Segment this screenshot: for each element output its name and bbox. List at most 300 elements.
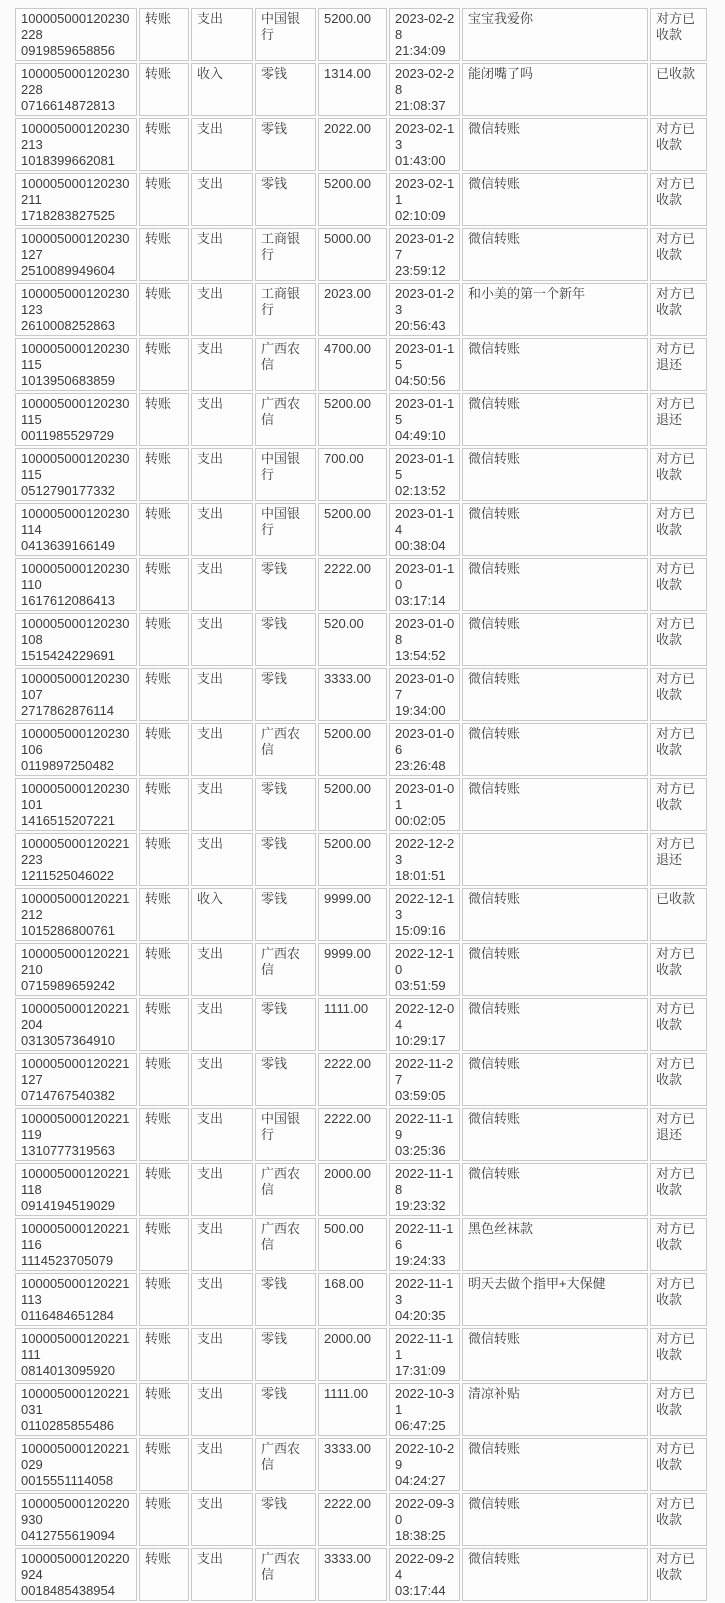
transaction-id-cell (15, 173, 137, 226)
date-line: 2022-12-13 (395, 891, 455, 922)
status-cell: 对方已收款 (650, 668, 707, 721)
transaction-type-cell: 转账 (139, 1328, 189, 1381)
note-cell: 微信转账 (462, 393, 648, 446)
note-cell: 微信转账 (462, 723, 648, 776)
datetime-cell (389, 1383, 460, 1436)
transaction-id-cell (15, 393, 137, 446)
datetime-cell (389, 173, 460, 226)
status-cell: 对方已收款 (650, 283, 707, 336)
amount-cell: 2222.00 (318, 1108, 387, 1161)
status-cell: 已收款 (650, 888, 707, 941)
transaction-id-line1: 100005000120221116 (21, 1221, 130, 1252)
transaction-id-line2: 1018399662081 (21, 153, 115, 168)
time-line: 23:26:48 (395, 758, 446, 773)
status-cell: 对方已收款 (650, 448, 707, 501)
transaction-id-line2: 0116484651284 (21, 1308, 115, 1323)
transaction-type-cell: 转账 (139, 173, 189, 226)
datetime-cell (389, 448, 460, 501)
amount-cell: 4700.00 (318, 338, 387, 391)
note-cell: 微信转账 (462, 1493, 648, 1546)
transaction-row (15, 943, 707, 996)
transaction-type-cell: 转账 (139, 118, 189, 171)
payment-method-cell: 广西农信 (255, 1218, 316, 1271)
transaction-row (15, 833, 707, 886)
transaction-id-line2: 0015551114058 (21, 1473, 114, 1488)
transaction-id-line2: 0814013095920 (21, 1363, 115, 1378)
flow-direction-cell: 支出 (191, 723, 253, 776)
note-cell: 微信转账 (462, 1438, 648, 1491)
transaction-type-cell: 转账 (139, 393, 189, 446)
transaction-id-line1: 100005000120230127 (21, 231, 130, 262)
date-line: 2023-01-15 (395, 396, 455, 427)
datetime-cell (389, 338, 460, 391)
date-line: 2023-01-10 (395, 561, 455, 592)
status-cell: 对方已收款 (650, 998, 707, 1051)
transaction-type-cell: 转账 (139, 778, 189, 831)
datetime-cell (389, 1218, 460, 1271)
payment-method-cell: 零钱 (255, 888, 316, 941)
flow-direction-cell: 支出 (191, 1383, 253, 1436)
payment-method-cell: 零钱 (255, 668, 316, 721)
transaction-row (15, 1493, 707, 1546)
datetime-cell (389, 118, 460, 171)
transaction-row (15, 1163, 707, 1216)
date-line: 2022-12-04 (395, 1001, 455, 1032)
time-line: 03:25:36 (395, 1143, 446, 1158)
transaction-id-cell (15, 943, 137, 996)
transaction-id-line2: 2717862876114 (21, 703, 115, 718)
payment-method-cell: 零钱 (255, 778, 316, 831)
transaction-id-cell (15, 613, 137, 666)
transaction-type-cell: 转账 (139, 448, 189, 501)
status-cell: 对方已收款 (650, 558, 707, 611)
amount-cell: 2022.00 (318, 118, 387, 171)
transaction-id-line2: 1416515207221 (21, 813, 115, 828)
transaction-row (15, 1383, 707, 1436)
transaction-id-line1: 100005000120230211 (21, 176, 130, 207)
transaction-id-line2: 0119897250482 (21, 758, 115, 773)
transaction-id-cell (15, 1218, 137, 1271)
datetime-cell (389, 613, 460, 666)
date-line: 2022-11-13 (395, 1276, 454, 1307)
transaction-id-line2: 1013950683859 (21, 373, 115, 388)
transaction-type-cell: 转账 (139, 723, 189, 776)
time-line: 04:24:27 (395, 1473, 446, 1488)
datetime-cell (389, 63, 460, 116)
flow-direction-cell: 支出 (191, 613, 253, 666)
transaction-id-cell (15, 1383, 137, 1436)
transaction-id-line1: 100005000120221113 (21, 1276, 130, 1307)
transaction-id-cell (15, 668, 137, 721)
amount-cell: 700.00 (318, 448, 387, 501)
transaction-id-line1: 100005000120230228 (21, 11, 130, 42)
note-cell: 微信转账 (462, 778, 648, 831)
transaction-type-cell: 转账 (139, 228, 189, 281)
transaction-type-cell: 转账 (139, 1548, 189, 1601)
transactions-table (13, 6, 709, 1603)
transaction-type-cell: 转账 (139, 63, 189, 116)
time-line: 21:08:37 (395, 98, 446, 113)
flow-direction-cell: 支出 (191, 283, 253, 336)
date-line: 2023-02-28 (395, 11, 455, 42)
time-line: 02:10:09 (395, 208, 446, 223)
transaction-type-cell: 转账 (139, 283, 189, 336)
status-cell: 对方已收款 (650, 173, 707, 226)
flow-direction-cell: 支出 (191, 998, 253, 1051)
transaction-id-line2: 0715989659242 (21, 978, 115, 993)
transaction-row (15, 1438, 707, 1491)
transaction-row (15, 1328, 707, 1381)
status-cell: 对方已收款 (650, 1218, 707, 1271)
transaction-row (15, 558, 707, 611)
note-cell: 微信转账 (462, 503, 648, 556)
amount-cell: 520.00 (318, 613, 387, 666)
payment-method-cell: 零钱 (255, 173, 316, 226)
transaction-row (15, 228, 707, 281)
amount-cell: 5200.00 (318, 833, 387, 886)
transaction-id-line1: 100005000120220930 (21, 1496, 130, 1527)
datetime-cell (389, 558, 460, 611)
date-line: 2022-09-30 (395, 1496, 455, 1527)
transaction-row (15, 1108, 707, 1161)
status-cell: 对方已收款 (650, 778, 707, 831)
amount-cell: 9999.00 (318, 943, 387, 996)
payment-method-cell: 中国银行 (255, 503, 316, 556)
date-line: 2023-01-14 (395, 506, 455, 537)
transaction-row (15, 283, 707, 336)
payment-method-cell: 零钱 (255, 1273, 316, 1326)
amount-cell: 2222.00 (318, 1053, 387, 1106)
amount-cell: 5200.00 (318, 393, 387, 446)
flow-direction-cell: 支出 (191, 1273, 253, 1326)
transaction-id-line2: 0919859658856 (21, 43, 115, 58)
transaction-id-line1: 100005000120230123 (21, 286, 130, 317)
time-line: 19:34:00 (395, 703, 446, 718)
transaction-id-line2: 1515424229691 (21, 648, 115, 663)
amount-cell: 5200.00 (318, 723, 387, 776)
date-line: 2023-02-13 (395, 121, 455, 152)
amount-cell: 2000.00 (318, 1328, 387, 1381)
datetime-cell (389, 833, 460, 886)
note-cell: 和小美的第一个新年 (462, 283, 648, 336)
flow-direction-cell: 支出 (191, 503, 253, 556)
datetime-cell (389, 1548, 460, 1601)
transaction-type-cell: 转账 (139, 1163, 189, 1216)
amount-cell: 5200.00 (318, 503, 387, 556)
transaction-id-cell (15, 778, 137, 831)
time-line: 20:56:43 (395, 318, 446, 333)
payment-method-cell: 零钱 (255, 1328, 316, 1381)
amount-cell: 5200.00 (318, 778, 387, 831)
transaction-id-cell (15, 1163, 137, 1216)
flow-direction-cell: 支出 (191, 228, 253, 281)
transaction-id-cell (15, 1438, 137, 1491)
transaction-id-line2: 0714767540382 (21, 1088, 115, 1103)
transaction-row (15, 1053, 707, 1106)
transaction-id-line1: 100005000120230115 (21, 451, 130, 482)
date-line: 2023-01-15 (395, 451, 455, 482)
transaction-id-line1: 100005000120221031 (21, 1386, 130, 1417)
status-cell: 对方已收款 (650, 1328, 707, 1381)
time-line: 04:49:10 (395, 428, 446, 443)
transaction-id-line1: 100005000120230213 (21, 121, 130, 152)
transaction-id-cell (15, 1493, 137, 1546)
transaction-id-line2: 1015286800761 (21, 923, 115, 938)
date-line: 2023-01-07 (395, 671, 455, 702)
transaction-id-line1: 100005000120221118 (21, 1166, 130, 1197)
flow-direction-cell: 支出 (191, 943, 253, 996)
payment-method-cell: 广西农信 (255, 338, 316, 391)
time-line: 01:43:00 (395, 153, 446, 168)
transaction-id-line1: 100005000120221111 (21, 1331, 130, 1362)
transaction-id-line1: 100005000120230228 (21, 66, 130, 97)
transaction-id-cell (15, 1108, 137, 1161)
datetime-cell (389, 778, 460, 831)
transaction-row (15, 503, 707, 556)
note-cell: 微信转账 (462, 1053, 648, 1106)
transaction-type-cell: 转账 (139, 503, 189, 556)
status-cell: 对方已收款 (650, 228, 707, 281)
transaction-id-line2: 0110285855486 (21, 1418, 115, 1433)
datetime-cell (389, 723, 460, 776)
note-cell: 微信转账 (462, 558, 648, 611)
time-line: 04:20:35 (395, 1308, 446, 1323)
transaction-id-line1: 100005000120221210 (21, 946, 130, 977)
datetime-cell (389, 998, 460, 1051)
transaction-type-cell: 转账 (139, 1438, 189, 1491)
date-line: 2022-11-18 (395, 1166, 454, 1197)
transaction-id-cell (15, 228, 137, 281)
status-cell: 对方已退还 (650, 833, 707, 886)
date-line: 2022-10-31 (395, 1386, 455, 1417)
transaction-id-cell (15, 1328, 137, 1381)
datetime-cell (389, 668, 460, 721)
payment-method-cell: 广西农信 (255, 1548, 316, 1601)
amount-cell: 5200.00 (318, 173, 387, 226)
flow-direction-cell: 支出 (191, 1548, 253, 1601)
amount-cell: 500.00 (318, 1218, 387, 1271)
status-cell: 对方已收款 (650, 1383, 707, 1436)
transaction-type-cell: 转账 (139, 613, 189, 666)
datetime-cell (389, 283, 460, 336)
flow-direction-cell: 支出 (191, 448, 253, 501)
transaction-row (15, 8, 707, 61)
note-cell: 微信转账 (462, 613, 648, 666)
payment-method-cell: 零钱 (255, 613, 316, 666)
datetime-cell (389, 888, 460, 941)
amount-cell: 168.00 (318, 1273, 387, 1326)
date-line: 2022-10-29 (395, 1441, 455, 1472)
payment-method-cell: 工商银行 (255, 228, 316, 281)
transaction-id-line2: 0313057364910 (21, 1033, 115, 1048)
payment-method-cell: 零钱 (255, 558, 316, 611)
transaction-id-line2: 0018485438954 (21, 1583, 115, 1598)
amount-cell: 5000.00 (318, 228, 387, 281)
transaction-type-cell: 转账 (139, 998, 189, 1051)
transaction-id-line1: 100005000120230114 (21, 506, 130, 537)
note-cell: 能闭嘴了吗 (462, 63, 648, 116)
status-cell: 对方已退还 (650, 1108, 707, 1161)
flow-direction-cell: 支出 (191, 1218, 253, 1271)
datetime-cell (389, 503, 460, 556)
time-line: 04:50:56 (395, 373, 446, 388)
transaction-id-line1: 100005000120221127 (21, 1056, 130, 1087)
transaction-row (15, 723, 707, 776)
transaction-id-line1: 100005000120221029 (21, 1441, 130, 1472)
datetime-cell (389, 943, 460, 996)
status-cell: 对方已收款 (650, 1548, 707, 1601)
datetime-cell (389, 1493, 460, 1546)
flow-direction-cell: 支出 (191, 8, 253, 61)
transaction-id-line2: 0716614872813 (21, 98, 115, 113)
transaction-id-line2: 1114523705079 (21, 1253, 114, 1268)
transaction-id-line2: 1310777319563 (21, 1143, 115, 1158)
transaction-id-line2: 0914194519029 (21, 1198, 115, 1213)
amount-cell: 3333.00 (318, 1438, 387, 1491)
transaction-row (15, 888, 707, 941)
payment-method-cell: 广西农信 (255, 393, 316, 446)
flow-direction-cell: 支出 (191, 1053, 253, 1106)
datetime-cell (389, 1438, 460, 1491)
date-line: 2023-01-23 (395, 286, 455, 317)
amount-cell: 1111.00 (318, 998, 387, 1051)
note-cell: 微信转账 (462, 1328, 648, 1381)
date-line: 2023-01-06 (395, 726, 455, 757)
transaction-id-line2: 1617612086413 (21, 593, 115, 608)
transaction-row (15, 613, 707, 666)
transaction-id-line2: 0512790177332 (21, 483, 115, 498)
time-line: 19:24:33 (395, 1253, 446, 1268)
transaction-type-cell: 转账 (139, 1493, 189, 1546)
payment-method-cell: 零钱 (255, 1493, 316, 1546)
note-cell: 宝宝我爱你 (462, 8, 648, 61)
datetime-cell (389, 1108, 460, 1161)
transaction-id-cell (15, 1273, 137, 1326)
transactions-table-container (13, 6, 709, 1603)
payment-method-cell: 零钱 (255, 833, 316, 886)
transaction-id-line2: 1718283827525 (21, 208, 115, 223)
time-line: 17:31:09 (395, 1363, 446, 1378)
date-line: 2022-11-11 (395, 1331, 454, 1362)
transaction-id-cell (15, 888, 137, 941)
note-cell: 微信转账 (462, 118, 648, 171)
flow-direction-cell: 支出 (191, 1328, 253, 1381)
transaction-type-cell: 转账 (139, 943, 189, 996)
note-cell: 微信转账 (462, 448, 648, 501)
flow-direction-cell: 收入 (191, 63, 253, 116)
transaction-type-cell: 转账 (139, 1273, 189, 1326)
transaction-row (15, 173, 707, 226)
flow-direction-cell: 支出 (191, 668, 253, 721)
datetime-cell (389, 393, 460, 446)
note-cell: 微信转账 (462, 173, 648, 226)
transaction-row (15, 1218, 707, 1271)
status-cell: 对方已收款 (650, 1493, 707, 1546)
transaction-type-cell: 转账 (139, 833, 189, 886)
transaction-row (15, 668, 707, 721)
time-line: 06:47:25 (395, 1418, 446, 1433)
amount-cell: 9999.00 (318, 888, 387, 941)
transaction-id-cell (15, 833, 137, 886)
date-line: 2022-11-16 (395, 1221, 454, 1252)
note-cell: 微信转账 (462, 1548, 648, 1601)
flow-direction-cell: 支出 (191, 558, 253, 611)
flow-direction-cell: 支出 (191, 118, 253, 171)
transaction-id-line2: 1211525046022 (21, 868, 115, 883)
date-line: 2023-02-28 (395, 66, 455, 97)
note-cell: 黑色丝袜款 (462, 1218, 648, 1271)
transaction-id-cell (15, 1548, 137, 1601)
transaction-id-line1: 100005000120230101 (21, 781, 130, 812)
time-line: 21:34:09 (395, 43, 446, 58)
status-cell: 对方已收款 (650, 503, 707, 556)
time-line: 18:01:51 (395, 868, 446, 883)
date-line: 2022-12-10 (395, 946, 455, 977)
flow-direction-cell: 支出 (191, 393, 253, 446)
amount-cell: 3333.00 (318, 1548, 387, 1601)
amount-cell: 1314.00 (318, 63, 387, 116)
status-cell: 对方已收款 (650, 723, 707, 776)
transaction-type-cell: 转账 (139, 558, 189, 611)
time-line: 03:17:44 (395, 1583, 446, 1598)
date-line: 2022-11-27 (395, 1056, 454, 1087)
transaction-row (15, 338, 707, 391)
status-cell: 对方已收款 (650, 118, 707, 171)
transaction-id-line2: 0011985529729 (21, 428, 115, 443)
payment-method-cell: 工商银行 (255, 283, 316, 336)
time-line: 10:29:17 (395, 1033, 446, 1048)
transaction-id-line1: 100005000120230110 (21, 561, 130, 592)
transaction-id-cell (15, 448, 137, 501)
flow-direction-cell: 支出 (191, 1163, 253, 1216)
status-cell: 对方已收款 (650, 8, 707, 61)
date-line: 2022-11-19 (395, 1111, 454, 1142)
note-cell: 微信转账 (462, 228, 648, 281)
flow-direction-cell: 支出 (191, 778, 253, 831)
transaction-id-cell (15, 1053, 137, 1106)
time-line: 18:38:25 (395, 1528, 446, 1543)
date-line: 2022-09-24 (395, 1551, 455, 1582)
flow-direction-cell: 收入 (191, 888, 253, 941)
payment-method-cell: 中国银行 (255, 8, 316, 61)
time-line: 03:51:59 (395, 978, 446, 993)
amount-cell: 2023.00 (318, 283, 387, 336)
date-line: 2023-01-08 (395, 616, 455, 647)
transaction-id-line1: 100005000120230107 (21, 671, 130, 702)
transaction-id-cell (15, 723, 137, 776)
transaction-id-line2: 0412755619094 (21, 1528, 115, 1543)
date-line: 2022-12-23 (395, 836, 455, 867)
note-cell: 微信转账 (462, 668, 648, 721)
transaction-row (15, 1273, 707, 1326)
amount-cell: 2222.00 (318, 1493, 387, 1546)
time-line: 00:02:05 (395, 813, 446, 828)
transaction-type-cell: 转账 (139, 668, 189, 721)
status-cell: 对方已收款 (650, 1163, 707, 1216)
transaction-type-cell: 转账 (139, 338, 189, 391)
time-line: 03:17:14 (395, 593, 446, 608)
note-cell (462, 833, 648, 886)
status-cell: 已收款 (650, 63, 707, 116)
transaction-id-line1: 100005000120230115 (21, 396, 130, 427)
note-cell: 微信转账 (462, 888, 648, 941)
note-cell: 明天去做个指甲+大保健 (462, 1273, 648, 1326)
amount-cell: 2222.00 (318, 558, 387, 611)
time-line: 13:54:52 (395, 648, 446, 663)
status-cell: 对方已收款 (650, 1053, 707, 1106)
transaction-id-line1: 100005000120220924 (21, 1551, 130, 1582)
payment-method-cell: 广西农信 (255, 723, 316, 776)
